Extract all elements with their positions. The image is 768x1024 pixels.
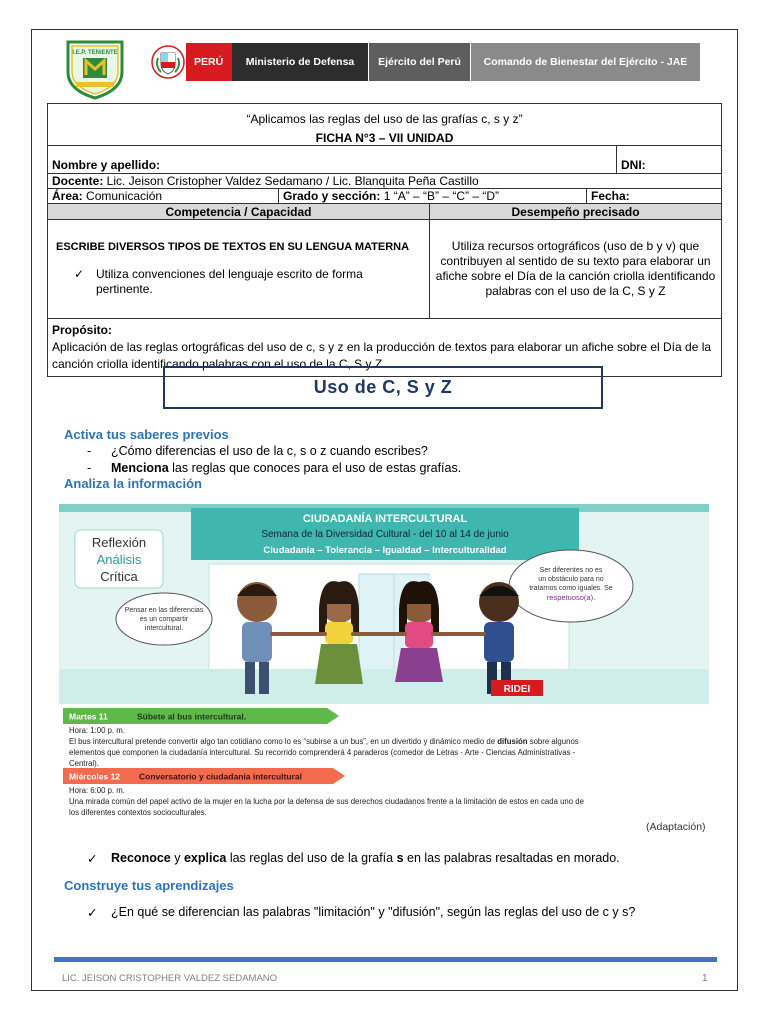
check-icon: ✓ [74, 267, 85, 281]
reconoce-text-1: y [170, 851, 184, 865]
fecha-field[interactable] [587, 189, 722, 204]
name-label: Nombre y apellido: [52, 158, 161, 172]
construye-question [87, 905, 635, 920]
bubble-right-line-1: Ser diferentes no es [539, 567, 603, 574]
competencia-item-text: Utiliza convenciones del lenguaje escrito de forma pertinente. [96, 267, 363, 296]
footer-page-number: 1 [702, 973, 708, 984]
day2-text-line-2: los diferentes contextos socioculturales. [69, 808, 207, 817]
main-heading: Uso de C, S y Z [163, 366, 603, 409]
activa-question-1 [87, 444, 428, 458]
dni-field[interactable] [617, 146, 722, 174]
area-value: Comunicación [82, 189, 163, 203]
check-icon: ✓ [87, 906, 98, 920]
reconoce-text-2: las reglas del uso de la grafía [226, 851, 397, 865]
area-cell [48, 189, 279, 204]
footer-bar [54, 957, 717, 962]
construye-question-text: ¿En qué se diferencian las palabras "limitación" y "difusión", según las reglas del uso de c y s? [111, 905, 636, 919]
analiza-heading: Analiza la información [64, 476, 202, 491]
gov-bar-comando: Comando de Bienestar del Ejército - JAE [471, 43, 700, 81]
footer-author: LIC. JEISON CRISTOPHER VALDEZ SEDAMANO [62, 973, 278, 984]
ficha-title: “Aplicamos las reglas del uso de las grafías c, s y z” [48, 104, 722, 132]
gov-bar-ejercito: Ejército del Perú [369, 43, 470, 81]
banner-subtitle: Semana de la Diversidad Cultural - del 10 al 14 de junio [261, 529, 509, 540]
reconoce-text-3: en las palabras resaltadas en morado. [403, 851, 620, 865]
docente-value: Lic. Jeison Cristopher Valdez Sedamano / Lic. Blanquita Peña Castillo [103, 174, 479, 188]
day1-tag: Martes 11 [69, 711, 108, 722]
reconoce-bold-1: Reconoce [111, 851, 171, 865]
check-icon: ✓ [87, 852, 98, 866]
reconoce-instruction [87, 851, 620, 866]
day2-hour: Hora: 6:00 p. m. [69, 786, 125, 795]
proposito-label: Propósito: [52, 323, 112, 337]
analisis-word: Análisis [96, 552, 142, 567]
school-crest-logo [62, 38, 128, 100]
critica-word: Crítica [100, 569, 138, 584]
grado-cell [279, 189, 587, 204]
banner-title: CIUDADANÍA INTERCULTURAL [302, 513, 468, 525]
activa-question-2 [87, 461, 461, 475]
competencia-item [56, 267, 421, 297]
competencia-cell [48, 220, 430, 319]
bubble-right-line-2: un obstáculo para no [538, 576, 604, 583]
ridei-badge: RIDEI [503, 684, 531, 695]
day1-text-line-2: elementos que componen la ciudadanía intercultural. Su recorrido comprenderá 4 paraderos (comedor de Letras - Arte - Ciencias Administrativas - [69, 748, 576, 757]
day2-title: Conversatorio y ciudadanía intercultural [139, 771, 302, 782]
ficha-table [47, 103, 722, 377]
ciudadania-intercultural-poster [59, 504, 709, 819]
day2-text-line-1: Una mirada común del papel activo de la mujer en la lucha por la defensa de sus derechos ciudadanos frente a la limitación de estos en cada uno de [69, 797, 584, 806]
reflexion-word: Reflexión [91, 535, 147, 550]
banner-values: Ciudadanía – Tolerancia – Igualdad – Interculturalidad [263, 545, 507, 556]
name-field[interactable] [48, 146, 617, 174]
competencia-title: ESCRIBE DIVERSOS TIPOS DE TEXTOS EN SU LENGUA MATERNA [56, 241, 410, 253]
bubble-right-line-3: tratarnos como iguales. Se [529, 585, 613, 592]
proposito-text: Aplicación de las reglas ortográficas del uso de c, s y z en la producción de textos para elaborar un afiche sobre el Día de la canción criolla identificando palabras con el uso de la C, S y Z. [52, 340, 712, 371]
fecha-label: Fecha: [591, 189, 630, 203]
construye-heading: Construye tus aprendizajes [64, 878, 234, 893]
dash-bullet: - [87, 444, 92, 458]
dni-label: DNI: [621, 158, 646, 172]
day1-text-line-1: El bus intercultural pretende convertir algo tan cotidiano como lo es “subirse a un bus”, en un divertido y dinámico medio de difusión sobre algunos [69, 737, 579, 746]
day1-title: Súbete al bus intercultural. [137, 711, 247, 722]
docente-row [48, 174, 722, 189]
kid-3 [395, 581, 443, 682]
dash-bullet: - [87, 461, 92, 475]
bubble-right-purple: respetuoso(a). [546, 593, 596, 602]
reconoce-bold-3: s [396, 851, 404, 865]
grado-value: 1 “A” – “B” – “C” – “D” [380, 189, 500, 203]
grado-label: Grado y sección: [283, 189, 381, 203]
peru-coat-of-arms [150, 44, 186, 80]
bubble-left-text-1: Pensar en las diferencias [124, 607, 204, 614]
day2-tag: Miércoles 12 [69, 771, 121, 782]
desempeno-header: Desempeño precisado [430, 204, 722, 220]
competencia-header: Competencia / Capacidad [48, 204, 430, 220]
day1-hour: Hora: 1:00 p. m. [69, 726, 125, 735]
desempeno-text: Utiliza recursos ortográficos (uso de b y v) que contribuyen al sentido de su texto para elaborar un afiche sobre el Día de la canción criolla identificando palabras con el uso de la C, S y Z [430, 220, 722, 319]
adaptacion-note: (Adaptación) [646, 821, 706, 833]
bubble-left-text-2: es un compartir [139, 616, 189, 623]
day1-text-line-3: Central). [69, 759, 99, 768]
gov-bar-ministerio: Ministerio de Defensa [232, 43, 368, 81]
activa-q2-bold: Menciona [111, 461, 169, 475]
gov-bar-peru: PERÚ [186, 43, 232, 81]
school-logo-text: I.E.P. TENIENTE [72, 50, 118, 56]
bubble-left-text-3: intercultural. [144, 625, 184, 632]
docente-label: Docente: [52, 174, 104, 188]
reconoce-bold-2: explica [183, 851, 227, 865]
ficha-subtitle: FICHA N°3 – VII UNIDAD [48, 131, 722, 146]
area-label: Área: [52, 189, 83, 203]
activa-heading: Activa tus saberes previos [64, 427, 229, 442]
activa-q1-text: ¿Cómo diferencias el uso de la c, s o z cuando escribes? [111, 444, 428, 458]
activa-q2-text: las reglas que conoces para el uso de estas grafías. [168, 461, 462, 475]
